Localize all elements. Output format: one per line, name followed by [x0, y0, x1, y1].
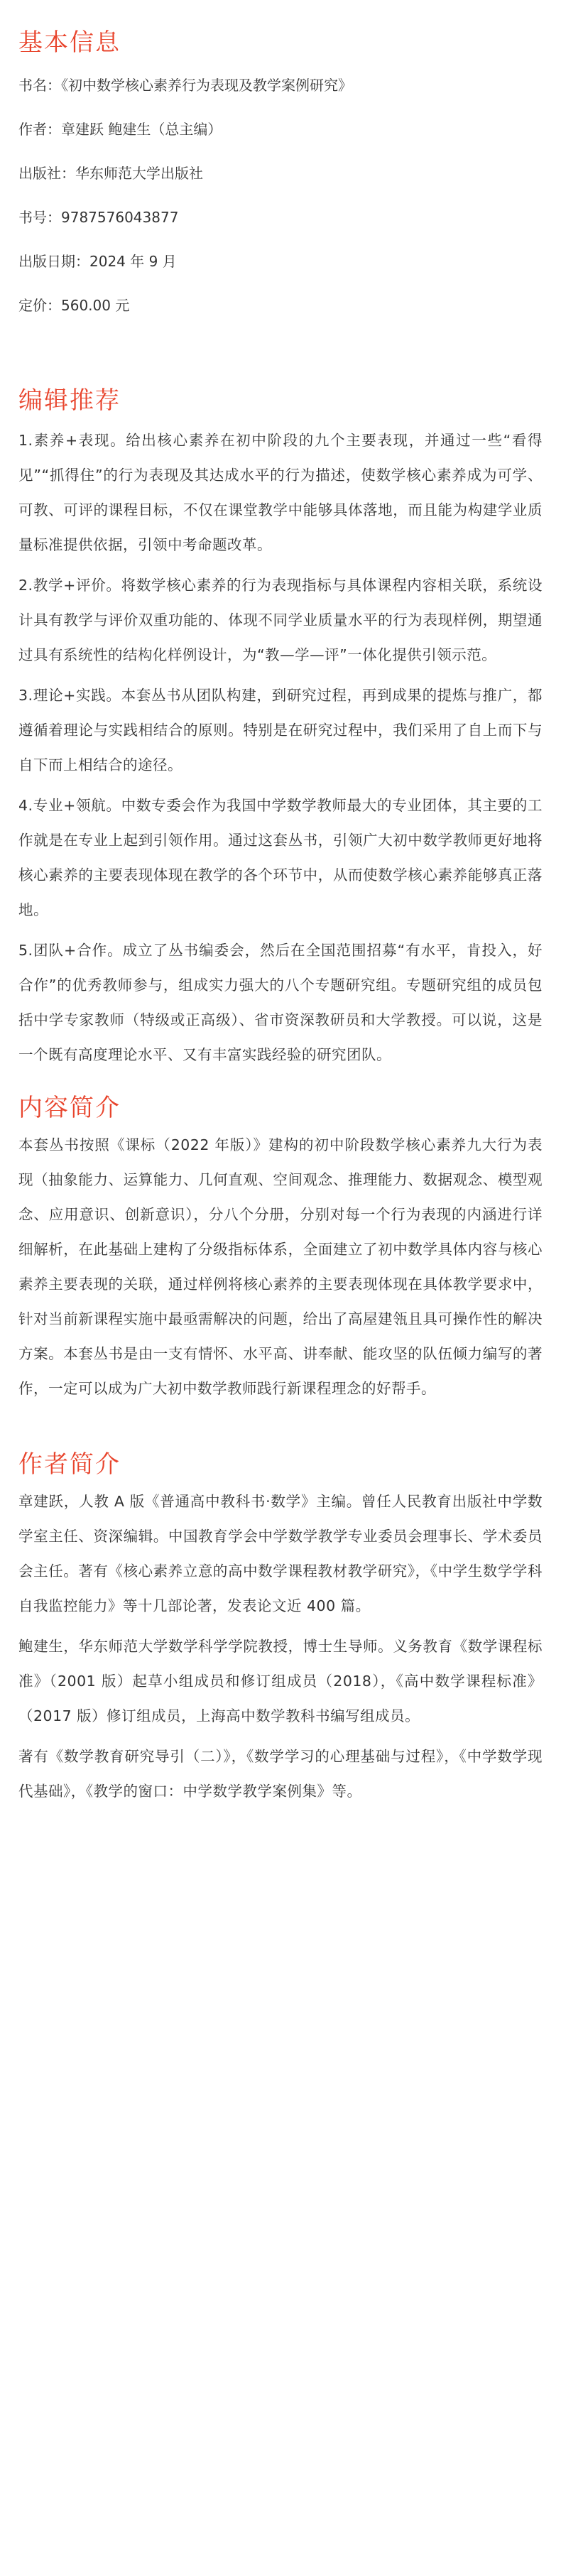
intro-heading: 内容简介 [18, 1094, 121, 1122]
basic-info-section [18, 26, 543, 315]
recommendation-paragraph: 2.教学+评价。将数学核心素养的行为表现指标与具体课程内容相关联，系统设计具有教学与评价双重功能的、体现不同学业质量水平的行为表现样例，期望通过具有系统性的结构化样例设计，为“教—学—评”一体化提供引领示范。 [18, 577, 543, 663]
recommendation-paragraph: 1.素养+表现。给出核心素养在初中阶段的九个主要表现，并通过一些“看得见”“抓得住”的行为表现及其达成水平的行为描述，使数学核心素养成为可学、可教、可评的课程目标，不仅在课堂教学中能够具体落地，而且能为构建学业质量标准提供依据，引领中考命题改革。 [18, 432, 543, 553]
recommendation-heading: 编辑推荐 [18, 386, 121, 415]
book-title-line: 书名：《初中数学核心素养行为表现及教学案例研究》 [18, 77, 352, 94]
author-intro-section [18, 1447, 543, 1809]
price-line: 定价：560.00 元 [18, 297, 130, 314]
author-paragraph: 鲍建生，华东师范大学数学科学学院教授，博士生导师。义务教育《数学课程标准》（2001 版）起草小组成员和修订组成员（2018），《高中数学课程标准》（2017 版）修订组成员，上海高中数学教科书编写组成员。 [18, 1638, 543, 1724]
intro-section [18, 1091, 543, 1406]
recommendation-section [18, 384, 543, 1072]
author-intro-heading: 作者简介 [18, 1450, 121, 1479]
publisher-line: 出版社：华东师范大学出版社 [18, 165, 203, 182]
recommendation-paragraph: 5.团队+合作。成立了丛书编委会，然后在全国范围招募“有水平，肯投入，好合作”的优秀教师参与，组成实力强大的八个专题研究组。专题研究组的成员包括中学专家教师（特级或正高级）、省市资深教研员和大学教授。可以说，这是一个既有高度理论水平、又有丰富实践经验的研究团队。 [18, 942, 543, 1063]
author-paragraph: 章建跃，人教 A 版《普通高中教科书·数学》主编。曾任人民教育出版社中学数学室主任、资深编辑。中国教育学会中学数学教学专业委员会理事长、学术委员会主任。著有《核心素养立意的高中数学课程教材教学研究》，《中学生数学学科自我监控能力》等十几部论著，发表论文近 400 篇。 [18, 1493, 543, 1614]
basic-info-heading: 基本信息 [18, 28, 121, 57]
authors-line: 作者：章建跃 鲍建生（总主编） [18, 121, 222, 138]
intro-paragraph: 本套丛书按照《课标（2022 年版）》建构的初中阶段数学核心素养九大行为表现（抽象能力、运算能力、几何直观、空间观念、推理能力、数据观念、模型观念、应用意识、创新意识），分八个分册，分别对每一个行为表现的内涵进行详细解析，在此基础上建构了分级指标体系，全面建立了初中数学具体内容与核心素养主要表现的关联，通过样例将核心素养的主要表现体现在具体教学要求中，针对当前新课程实施中最亟需解决的问题，给出了高屋建瓴且具可操作性的解决方案。本套丛书是由一支有情怀、水平高、讲奉献、能攻坚的队伍倾力编写的著作，一定可以成为广大初中数学教师践行新课程理念的好帮手。 [18, 1136, 543, 1397]
recommendation-paragraph: 3.理论+实践。本套丛书从团队构建，到研究过程，再到成果的提炼与推广，都遵循着理论与实践相结合的原则。特别是在研究过程中，我们采用了自上而下与自下而上相结合的途径。 [18, 687, 543, 773]
isbn-line: 书号：9787576043877 [18, 209, 179, 226]
pub-date-line: 出版日期：2024 年 9 月 [18, 253, 177, 270]
recommendation-paragraph: 4.专业+领航。中数专委会作为我国中学数学教师最大的专业团体，其主要的工作就是在专业上起到引领作用。通过这套丛书，引领广大初中数学教师更好地将核心素养的主要表现体现在教学的各个环节中，从而使数学核心素养能够真正落地。 [18, 797, 543, 918]
author-paragraph: 著有《数学教育研究导引（二）》，《数学学习的心理基础与过程》，《中学数学现代基础》，《教学的窗口：中学数学教学案例集》等。 [18, 1748, 543, 1800]
